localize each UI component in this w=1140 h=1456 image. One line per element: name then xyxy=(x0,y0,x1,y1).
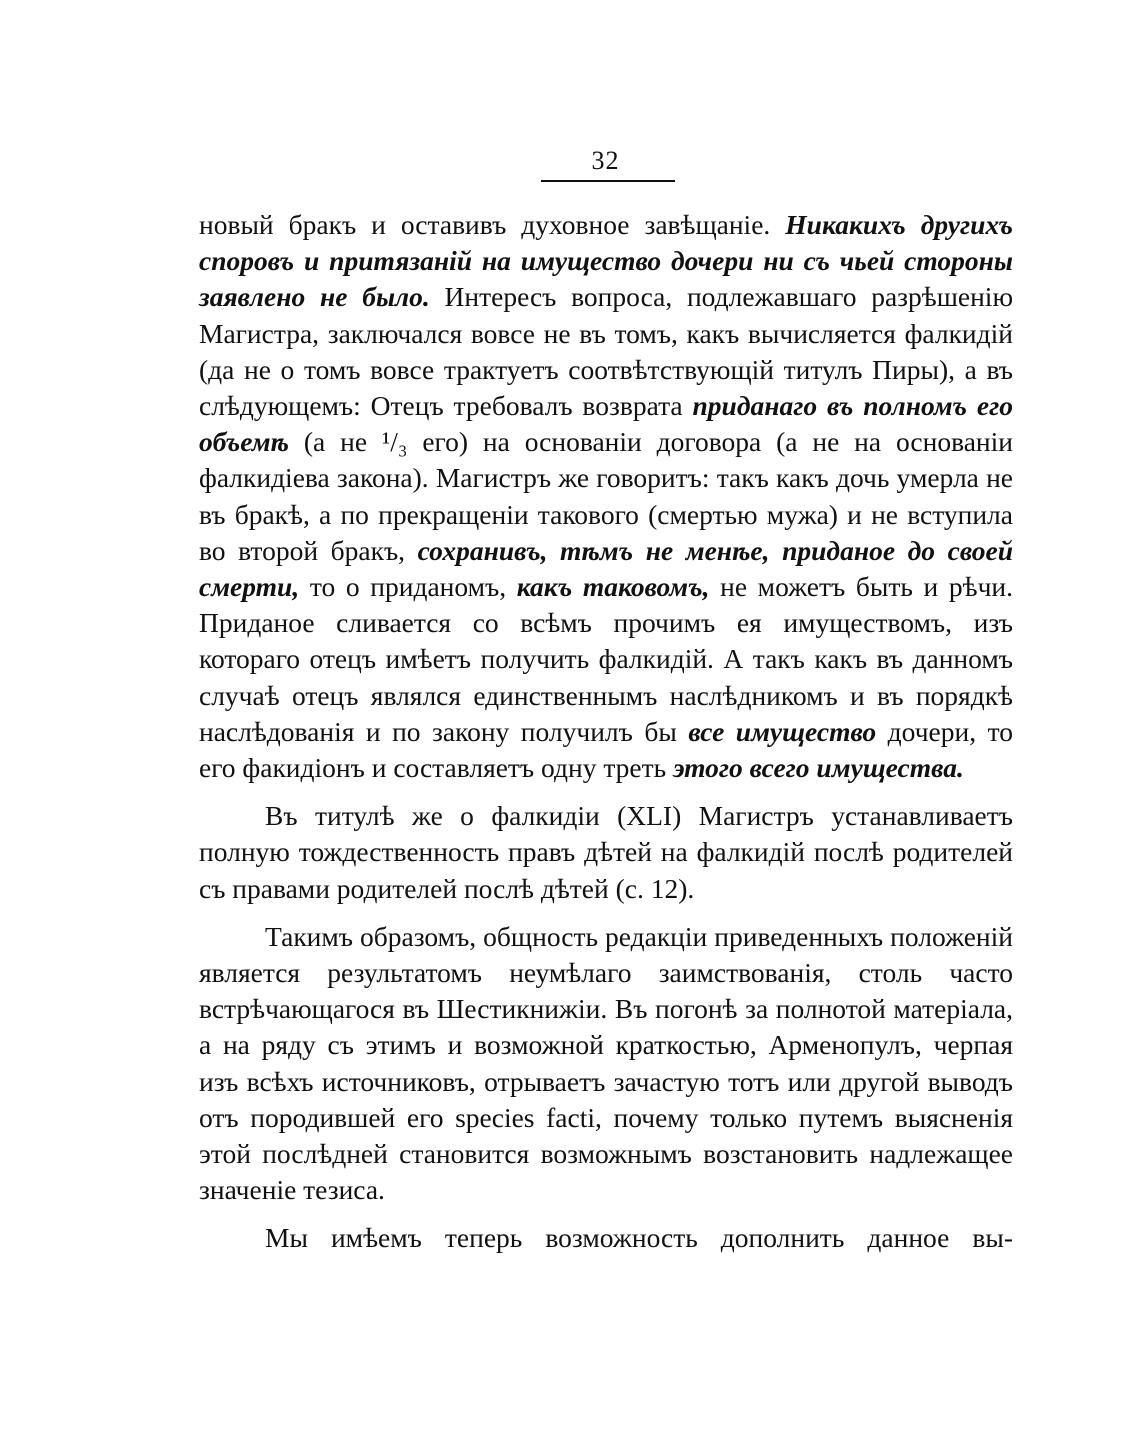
emphasized-text: этого всего имущества. xyxy=(673,752,964,784)
text-run: (а не xyxy=(288,426,382,458)
text-run: то о приданомъ, xyxy=(299,571,517,603)
text-run: Такимъ образомъ, общность редакціи приведенныхъ положеній является результатомъ неумѣлаго заимствованія, столь часто встрѣчающагося въ Шестикнижіи. Въ погонѣ за полнотой матеріала, а на ряду съ этимъ и возможной краткостью, Арменопулъ, черпая изъ всѣхъ источниковъ, отрываетъ зачастую тотъ или другой выводъ отъ породившей его species facti, почему только путемъ выясненія этой послѣдней становится возможнымъ возстановить надлежащее значеніе тезиса. xyxy=(199,920,1013,1206)
text-run: его) на основаніи договора (а не на основаніи фалкидіева закона). Магистръ же говоритъ: такъ какъ дочь умерла не въ бракѣ, а по прекращеніи такового (смертью мужа) и не вступила во второй бракъ, xyxy=(199,426,1013,566)
page-number: 32 xyxy=(591,146,620,175)
paragraph xyxy=(199,798,1013,907)
body-text xyxy=(199,207,1013,1257)
text-run: дочери, то его факидіонъ и составляетъ одну треть xyxy=(199,715,1013,784)
emphasized-text: сохранивъ, тѣмъ не менѣе, приданое до своей смерти, xyxy=(199,534,1013,603)
fraction: ¹/₃ xyxy=(381,426,408,458)
emphasized-text: Никакихъ другихъ споровъ и притязаній на имущество дочери ни съ чьей стороны заявлено не было. xyxy=(199,209,1013,313)
paragraph xyxy=(199,207,1013,786)
page-number-rule xyxy=(541,180,675,182)
emphasized-text: приданаго въ полномъ его объемѣ xyxy=(199,390,1013,458)
paragraph xyxy=(199,1220,1013,1256)
text-run: новый бракъ и оставивъ духовное завѣщаніе. xyxy=(199,209,786,240)
emphasized-text: все имущество xyxy=(688,715,877,747)
text-run: не можетъ быть и рѣчи. Приданое сливается со всѣмъ прочимъ ея имуществомъ, изъ котораго отецъ имѣетъ получить фалкидій. А такъ какъ въ данномъ случаѣ отецъ являлся единственнымъ наслѣдникомъ и въ порядкѣ наслѣдованія и по закону получилъ бы xyxy=(199,571,1013,747)
paragraph xyxy=(199,919,1013,1209)
text-run: Мы имѣемъ теперь возможность дополнить данное вы- xyxy=(265,1222,1013,1254)
text-run: Интересъ вопроса, подлежавшаго разрѣшенію Магистра, заключался вовсе не въ томъ, какъ вычисляется фалкидій (да не о томъ вовсе трактуетъ соотвѣтствующій титулъ Пиры), а въ слѣдующемъ: Отецъ требовалъ возврата xyxy=(199,281,1013,422)
emphasized-text: какъ таковомъ, xyxy=(516,571,710,603)
text-run: Въ титулѣ же о фалкидіи (XLI) Магистръ устанавливаетъ полную тождественность правъ дѣтей на фалкидій послѣ родителей съ правами родителей послѣ дѣтей (с. 12). xyxy=(199,800,1013,904)
